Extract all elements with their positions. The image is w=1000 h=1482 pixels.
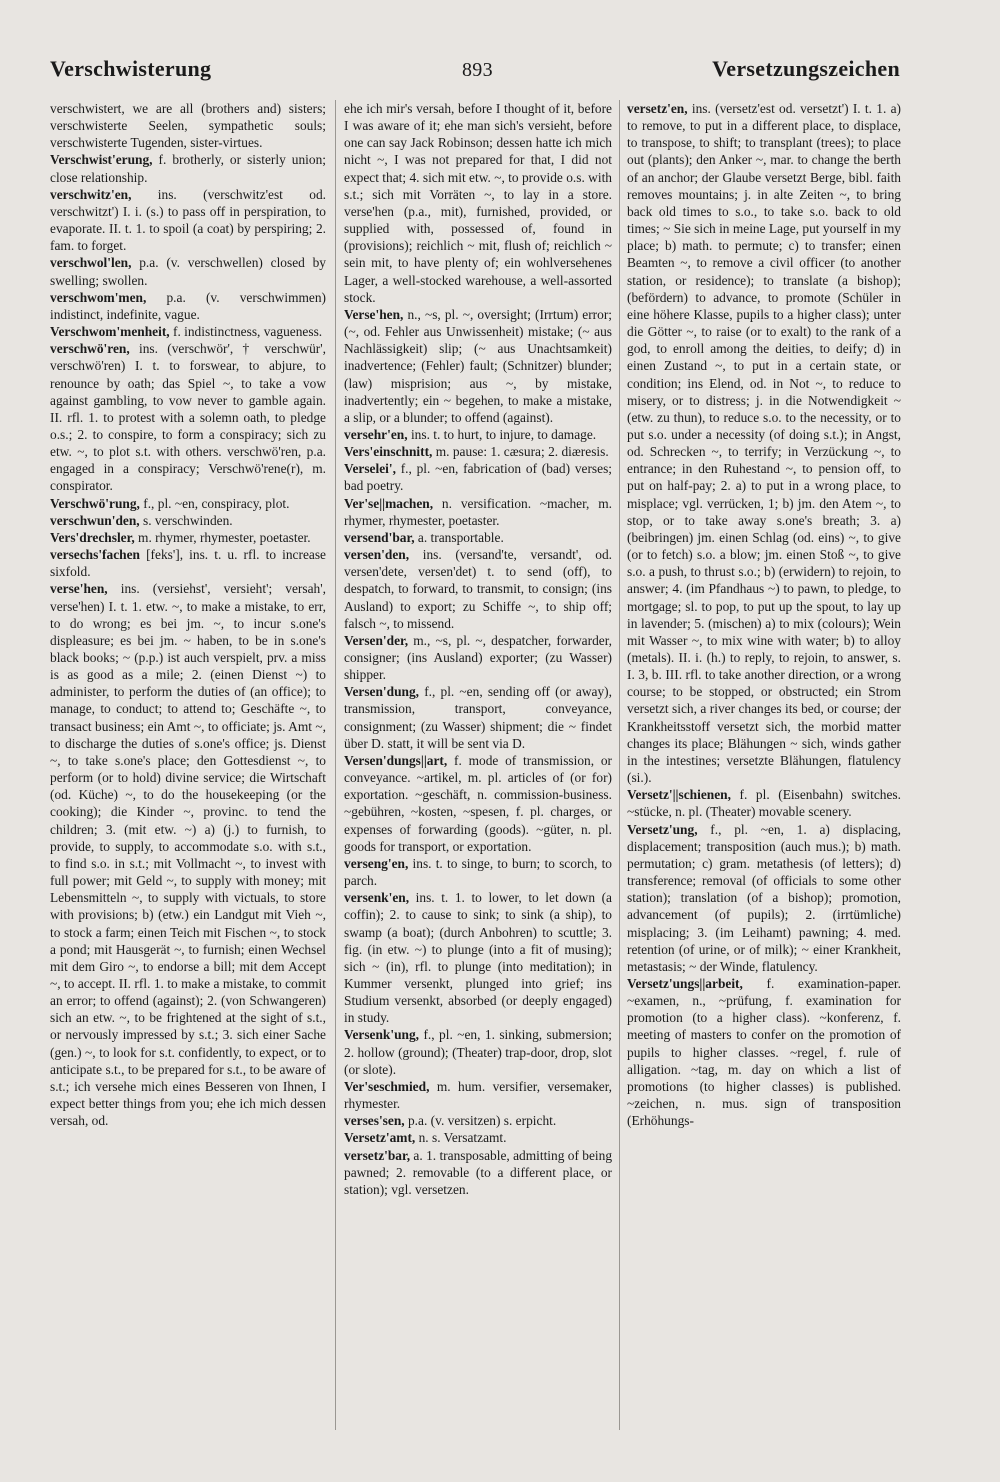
entry-text: f. examination-paper. ~examen, n., ~prüfung, f. examination for promotion (to a higher class). ~konferenz, f. meeting of masters to confer on the promotion of pupils to higher classes. ~regel, f. rule of alligation. ~tag, m. day on which a list of promotions (to higher classes) is published. ~zeichen, n. mus. sign of transposition (Erhöhungs-	[627, 975, 901, 1129]
entry-text: f., pl. ~en, fabrication of (bad) verses; bad poetry.	[344, 461, 612, 494]
headword: Verselei',	[344, 461, 396, 477]
column-divider	[335, 100, 336, 1430]
headword: Verse'hen,	[344, 306, 404, 322]
column-1	[50, 100, 326, 1440]
entry-text: m. hum. versifier, versemaker, rhymester.	[344, 1078, 612, 1112]
entry-text: n. versification. ~macher, m. rhymer, rhymester, poetaster.	[344, 495, 612, 528]
dictionary-entry	[50, 289, 326, 323]
headword: versetz'en,	[627, 101, 688, 116]
dictionary-entry	[344, 889, 612, 1026]
headword: verses'sen,	[344, 1113, 405, 1129]
headword: verschwol'len,	[50, 255, 132, 271]
entry-text: f., pl. ~en, 1. sinking, submersion; 2. hollow (ground); (Theater) trap-door, drop, slot (or slote).	[344, 1027, 612, 1077]
column-2	[344, 100, 612, 1440]
dictionary-entry	[50, 323, 326, 340]
dictionary-entry	[344, 306, 612, 426]
page-number: 893	[462, 59, 493, 81]
headword: verschwun'den,	[50, 512, 140, 528]
dictionary-entry	[627, 786, 901, 820]
dictionary-entry	[344, 752, 612, 855]
headword: Versetz'||schienen,	[627, 787, 731, 803]
headword: Versen'der,	[344, 632, 409, 648]
dictionary-entry	[344, 1026, 612, 1077]
headword: Ver'se||machen,	[344, 495, 434, 511]
entry-text: ins. t. to hurt, to injure, to damage.	[407, 426, 597, 442]
entry-text: ins. (verschwitz'est od. verschwitzt') I. i. (s.) to pass off in perspiration, to evaporate. II. t. 1. to spoil (a coat) by perspiring; 2. fam. to forget.	[50, 186, 326, 254]
headword: Versen'dung,	[344, 684, 420, 700]
dictionary-entry	[627, 100, 901, 786]
column-3	[627, 100, 901, 1440]
headword: versechs'fachen	[50, 547, 140, 563]
headword: Verschwist'erung,	[50, 152, 153, 168]
headword: versehr'en,	[344, 426, 408, 442]
entry-text: p.a. (v. verschwellen) closed by swelling; swollen.	[50, 255, 326, 288]
entry-text: f. brotherly, or sisterly union; close relationship.	[50, 152, 326, 185]
entry-text: ins. (versetz'est od. versetzt') I. t. 1. a) to remove, to put in a different place, to displace, to transpose, to shift; to transplant (trees); to place out (plants); den Anker ~, mar. to change the berth of an anchor; der Glaube versetzt Berge, bibl. faith removes mountains; j. in alte Zeiten ~, to bring back old times to s.o., to take s.o. back to old times; ~ Sie sich in meine Lage, put yourself in my place; b) math. to permute; c) to transfer; einen Beamten ~, to remove a civil officer (to another station, or residence); to translate (a bishop); (befördern) to advance, to promote (Schüler in eine höhere Klasse, pupils to a higher class); unter die Götter ~, to raise (or to exalt) to the rank of a god, to enroll among the deities, to deify; d) in einen Zustand ~, to put in a certain state, or condition; ins Elend, od. in Not ~, to reduce to misery, or to distress; j. in die Notwendigkeit ~ (etw. zu thun), to reduce s.o. to the necessity, or to put s.o. under a necessity (of doing s.t.); in Angst, od. Schrecken ~, to terrify; in Verzückung ~, to entrance; in den Ruhestand ~, to pension off, to put on half-pay; 2. a) to put in a wrong place, to misplace; vgl. verrücken, 1; b) jm. den Atem ~, to stop, or to take away s.one's breath; 3. a) (beibringen) jm. einen Schlag (od. eins) ~, to give (or to fetch) s.o. a blow; jm. einen Stoß ~, to give s.o. a push, to thrust s.o.; b) (erwidern) to rejoin, to answer; 4. (im Pfandhaus ~) to pawn, to pledge, to mortgage; sl. to pop, to put up the spout, to lay up in lavender; 5. (mischen) a) to mix (colours); Wein mit Wasser ~, to mix wine with water; b) to alloy (metals). II. i. (h.) to reply, to rejoin, to answer, s. I. 3, b. III. rfl. to take another direction, or a wrong course; to be stopped, or obstructed; ein Strom versetzt sich, a river changes its bed, or course; der Krankheitsstoff versetzt sich, the morbid matter changes its place; Blähungen ~ sich, winds gather in the intestines; versetzte Blähungen, flatulency (si.).	[627, 101, 901, 786]
entry-text: verschwistert, we are all (brothers and) sisters; verschwisterte Seelen, sympathetic souls; verschwisterte Tugenden, sister-virtues.	[50, 101, 326, 151]
dictionary-entry	[50, 580, 326, 1129]
entry-text: a. 1. transposable, admitting of being pawned; 2. removable (to a different place, or station); vgl. versetzen.	[344, 1147, 612, 1197]
entry-text: f. pl. (Eisenbahn) switches. ~stücke, n. pl. (Theater) movable scenery.	[627, 787, 901, 820]
dictionary-entry	[50, 340, 326, 494]
entry-text: f., pl. ~en, sending off (or away), transmission, transport, conveyance, consignment; (zu Wasser) shipment; die ~ findet über D. statt, it will be sent via D.	[344, 684, 612, 751]
entry-text: a. transportable.	[414, 529, 504, 545]
entry-text: [feks'], ins. t. u. rfl. to increase sixfold.	[50, 547, 326, 580]
headword: Vers'einschnitt,	[344, 444, 433, 460]
headword: verschwitz'en,	[50, 186, 132, 202]
entry-text: n., ~s, pl. ~, oversight; (Irrtum) error; (~, od. Fehler aus Unwissenheit) mistake; (~ aus Nachlässigkeit) slip; (~ aus Unachtsamkeit) inadvertence; (Fehler) fault; (Schnitzer) blunder; (law) misprision; aus ~, by mistake, inadvertently; ein ~ begehen, to make a mistake, a slip, or a blunder; to offend (against).	[344, 306, 612, 425]
dictionary-entry	[627, 821, 901, 975]
dictionary-entry	[344, 460, 612, 494]
headword: Versetz'ung,	[627, 821, 698, 837]
headword: verschwö'ren,	[50, 341, 130, 357]
dictionary-entry	[344, 1078, 612, 1112]
dictionary-entry	[344, 1112, 612, 1129]
entry-text: ehe ich mir's versah, before I thought of it, before I was aware of it; ehe man sich's versieht, before one can say Jack Robinson; dessen hatte ich mich nicht ~, I was not prepared for that, I did not expect that; 4. sich mit etw. ~, to provide o.s. with s.t.; sich mit Vorräten ~, to lay in a store. verse'hen (p.a., mit), furnished, provided, or supplied with, possessed of, found in (provisions); reichlich ~ mit, flush of; reichlich ~ sein mit, to have plenty of; ein wohlversehenes Lager, a well-stocked warehouse, a well-assorted stock.	[344, 101, 612, 305]
entry-text: p.a. (v. verschwimmen) indistinct, indefinite, vague.	[50, 289, 326, 322]
entry-text: m. rhymer, rhymester, poetaster.	[134, 529, 311, 545]
entry-text: f., pl. ~en, conspiracy, plot.	[139, 495, 290, 511]
column-divider	[619, 100, 620, 1430]
headword: Verschwö'rung,	[50, 495, 140, 511]
dictionary-entry	[344, 495, 612, 529]
headword: Verschwom'menheit,	[50, 324, 170, 340]
entry-text: ins. (versiehst', versieht'; versah', verse'hen) I. t. 1. etw. ~, to make a mistake, to err, to do wrong; es bei jm. ~, to incur s.one's displeasure; es bei jm. ~ haben, to be in s.one's black books; ~ (p.p.) ist auch verspielt, prv. a miss is as good as a mile; 2. (einen Dienst ~) to administer, to perform the duties of (an office); to manage, to conduct; to attend to; Geschäfte ~, to transact business; ein Amt ~, to officiate; js. Amt ~, to discharge the duties of s.one's office; js. Dienst ~, to take s.one's place; den Gottesdienst ~, to perform (or to hold) divine service; die Wirtschaft (od. Küche) ~, to do the housekeeping (or the cooking); die Kinder ~, provinc. to tend the children; 3. (mit etw. ~) a) (j.) to furnish, to provide, to supply, to accommodate s.o. with s.t., to find s.o. in s.t.; mit Vollmacht ~, to invest with full power; mit Geld ~, to supply with money; mit Lebensmitteln ~, to supply with victuals, to store with provisions; b) (etw.) ein Landgut mit Vieh ~, to stock a farm; einen Teich mit Fischen ~, to stock a pond; mit Hausgerät ~, to furnish; einen Wechsel mit dem Giro ~, to endorse a bill; mit dem Accept ~, to accept. II. rfl. 1. to make a mistake, to commit an error; to offend (against); 2. (von Schwangeren) sich an etw. ~, to be frightened at the sight of s.t., or nervously impressed by s.t.; 3. sich einer Sache (gen.) ~, to look for s.t. confidently, to expect, or to anticipate s.t., to be prepared for s.t., to be aware of s.t.; ich versehe mich eines Besseren von Ihnen, I expect better things from you; ehe ich mich dessen versah, od.	[50, 581, 326, 1129]
headword: Versetz'amt,	[344, 1130, 416, 1146]
dictionary-entry	[344, 546, 612, 632]
entry-text: ins. t. to singe, to burn; to scorch, to parch.	[344, 855, 612, 889]
entry-text: n. s. Versatzamt.	[415, 1130, 507, 1146]
entry-text: f., pl. ~en, 1. a) displacing, displacement; transposition (auch mus.); b) math. permutation; c) gram. metathesis (of letters); d) transference; removal (of officials to some other station); translation (of a bishop); promotion, advancement (of pupils); 2. (irrtümliche) misplacing; 3. (im Leihamt) pawning; 4. med. retention (of urine, or of milk); ~ einer Krankheit, metastasis; ~ der Winde, flatulency.	[627, 821, 901, 974]
entry-text: p.a. (v. versitzen) s. erpicht.	[404, 1113, 557, 1129]
dictionary-entry	[627, 975, 901, 1129]
headword: Versenk'ung,	[344, 1027, 420, 1043]
entry-text: ins. t. 1. to lower, to let down (a coffin); 2. to cause to sink; to sink (a ship), to swamp (a boat); (durch Anbohren) to scuttle; 3. fig. (in etw. ~) to plunge (into a fit of musing); sich ~ (in), rfl. to plunge (into meditation); in Kummer versenkt, plunged into grief; ins Studium versenkt, absorbed (or deeply engaged) in study.	[344, 890, 612, 1026]
dictionary-entry	[344, 632, 612, 683]
running-head-right: Versetzungszeichen	[712, 56, 900, 81]
headword: Vers'drechsler,	[50, 529, 135, 545]
entry-text: m., ~s, pl. ~, despatcher, forwarder, consigner; (ins Ausland) exporter; (zu Wasser) shipper.	[344, 632, 612, 683]
entry-text: m. pause: 1. cæsura; 2. diæresis.	[432, 444, 609, 460]
headword: versend'bar,	[344, 529, 415, 545]
dictionary-entry	[344, 100, 612, 306]
dictionary-entry	[50, 495, 326, 512]
dictionary-entry	[50, 529, 326, 546]
dictionary-entry	[344, 443, 612, 460]
dictionary-entry	[344, 1147, 612, 1198]
dictionary-entry	[344, 683, 612, 752]
dictionary-entry	[50, 546, 326, 580]
headword: verseng'en,	[344, 855, 409, 871]
entry-text: ins. (versand'te, versandt', od. versen'dete, versen'det) t. to send (off), to despatch, to forward, to transmit, to consign; (ins Ausland) to export; zu Schiffe ~, to ship off; falsch ~, to missend.	[344, 547, 612, 631]
dictionary-entry	[50, 512, 326, 529]
headword: versetz'bar,	[344, 1147, 411, 1163]
dictionary-entry	[50, 151, 326, 185]
headword: Versetz'ungs||arbeit,	[627, 975, 743, 991]
dictionary-entry	[344, 426, 612, 443]
running-head-left: Verschwisterung	[50, 56, 212, 81]
headword: verse'hen,	[50, 581, 108, 597]
dictionary-entry	[50, 186, 326, 255]
dictionary-entry	[50, 100, 326, 151]
headword: versenk'en,	[344, 890, 410, 906]
headword: versen'den,	[344, 547, 410, 563]
dictionary-entry	[344, 1129, 612, 1146]
headword: Ver'seschmied,	[344, 1078, 430, 1094]
dictionary-entry	[344, 855, 612, 889]
headword: verschwom'men,	[50, 289, 147, 305]
entry-text: s. verschwinden.	[139, 512, 233, 528]
entry-text: ins. (verschwör', † verschwür', verschwö'ren) I. t. to forswear, to abjure, to renounce by oath; das Spiel ~, to take a vow against gambling, to vow never to gamble again. II. rfl. 1. to protest with a solemn oath, to pledge o.s.; 2. to conspire, to form a conspiracy; sich zu etw. ~, to plot s.t. with others. verschwö'ren, p.a. engaged in a conspiracy; Verschwö'rene(r), m. conspirator.	[50, 341, 326, 494]
entry-text: f. indistinctness, vagueness.	[169, 324, 323, 340]
dictionary-entry	[50, 254, 326, 288]
dictionary-entry	[344, 529, 612, 546]
headword: Versen'dungs||art,	[344, 752, 448, 768]
entry-text: f. mode of transmission, or conveyance. ~artikel, m. pl. articles of (or for) exportation. ~geschäft, n. commission-business. ~gebühren, ~kosten, ~spesen, f. pl. charges, or expenses of forwarding (goods). ~güter, n. pl. goods for transport, or exportation.	[344, 752, 612, 854]
